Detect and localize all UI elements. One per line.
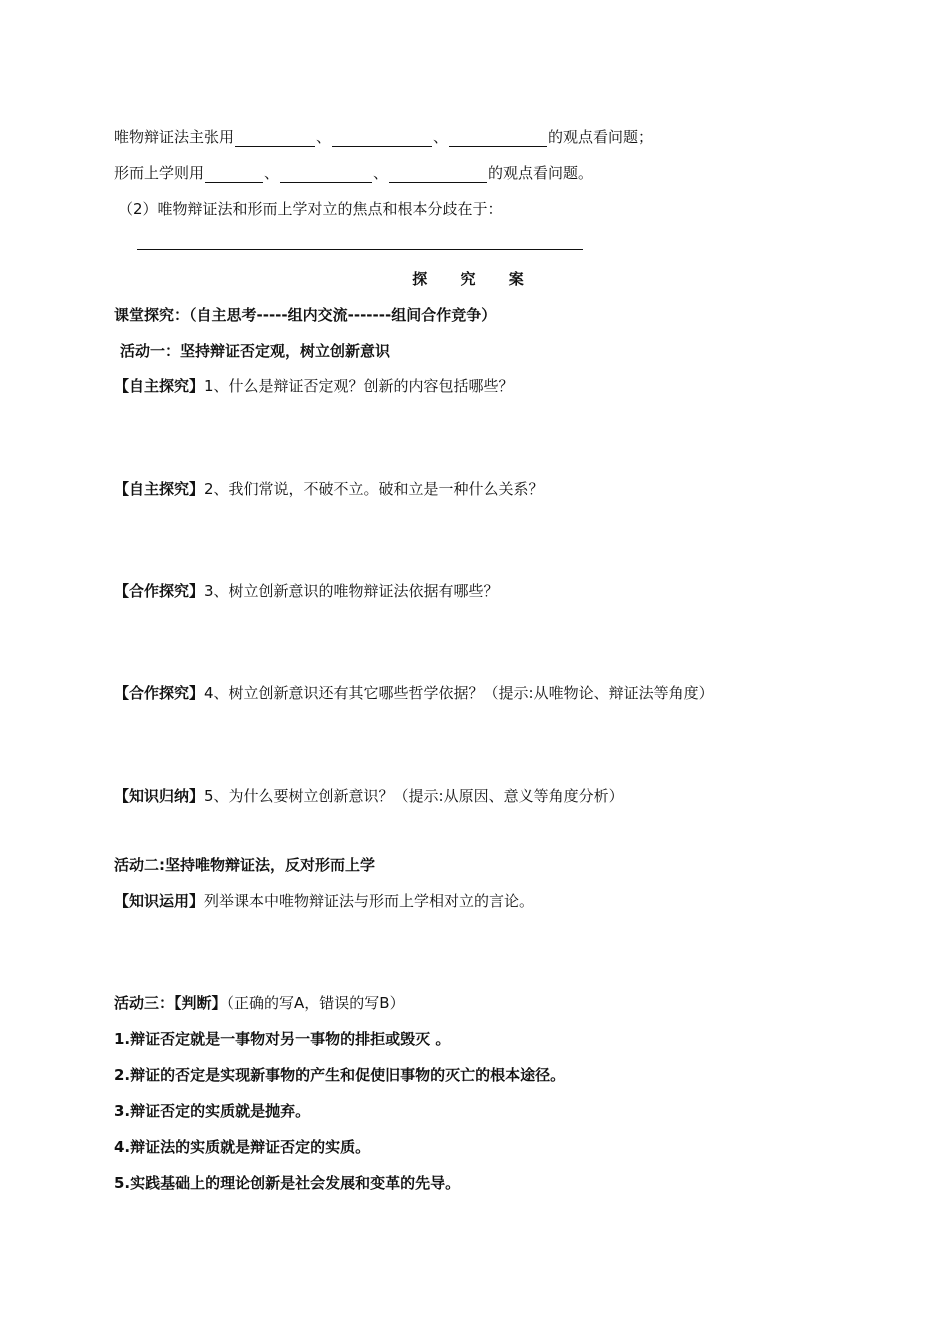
- intro-line2-prefix: 形而上学则用: [114, 164, 205, 182]
- item-text: 列举课本中唯物辩证法与形而上学相对立的言论。: [204, 892, 535, 910]
- answer-blank[interactable]: [332, 130, 432, 147]
- item-tag: 【知识归纳】: [114, 787, 205, 805]
- item-tag: 【合作探究】: [114, 684, 205, 702]
- judgment-item-5: 5.实践基础上的理论创新是社会发展和变革的先导。: [114, 1174, 461, 1192]
- judgment-item-1: 1.辩证否定就是一事物对另一事物的排拒或毁灭 。: [114, 1030, 451, 1048]
- judgment-item-3: 3.辩证否定的实质就是抛弃。: [114, 1102, 311, 1120]
- activity1-item-5: [114, 786, 624, 806]
- intro-line2-suffix: 的观点看问题。: [488, 164, 594, 182]
- question-2: （2）唯物辩证法和形而上学对立的焦点和根本分歧在于：: [118, 200, 503, 218]
- answer-blank[interactable]: [449, 130, 547, 147]
- item-tag: 【自主探究】: [114, 377, 205, 395]
- activity2-title: 活动二:坚持唯物辩证法，反对形而上学: [114, 856, 376, 874]
- item-tag: 【自主探究】: [114, 480, 205, 498]
- intro-line-2: [114, 163, 593, 183]
- activity3-title-prefix: 活动三：【判断】: [114, 994, 227, 1012]
- activity2-item: [114, 891, 534, 911]
- item-text: 4、树立创新意识还有其它哪些哲学依据？（提示:从唯物论、辩证法等角度）: [204, 684, 714, 702]
- section-title: 探 究 案: [412, 270, 538, 288]
- answer-blank[interactable]: [280, 166, 372, 183]
- answer-line[interactable]: [137, 249, 583, 250]
- item-text: 5、为什么要树立创新意识？（提示:从原因、意义等角度分析）: [204, 787, 624, 805]
- item-text: 2、我们常说，不破不立。破和立是一种什么关系？: [204, 480, 544, 498]
- separator: 、: [316, 128, 332, 146]
- answer-blank[interactable]: [205, 166, 263, 183]
- separator: 、: [373, 164, 389, 182]
- item-text: 3、树立创新意识的唯物辩证法依据有哪些？: [204, 582, 499, 600]
- activity1-item-3: [114, 581, 499, 601]
- judgment-item-4: 4.辩证法的实质就是辩证否定的实质。: [114, 1138, 371, 1156]
- activity1-item-2: [114, 479, 544, 499]
- activity1-title: 活动一：坚持辩证否定观，树立创新意识: [120, 342, 391, 360]
- separator: 、: [264, 164, 280, 182]
- intro-line1-prefix: 唯物辩证法主张用: [114, 128, 235, 146]
- item-tag: 【合作探究】: [114, 582, 205, 600]
- answer-blank[interactable]: [235, 130, 315, 147]
- item-text: 1、什么是辩证否定观？创新的内容包括哪些？: [204, 377, 514, 395]
- classroom-heading: 课堂探究：（自主思考-----组内交流-------组间合作竞争）: [114, 306, 497, 324]
- answer-blank[interactable]: [389, 166, 487, 183]
- activity1-item-1: [114, 376, 514, 396]
- item-tag: 【知识运用】: [114, 892, 205, 910]
- judgment-item-2: 2.辩证的否定是实现新事物的产生和促使旧事物的灭亡的根本途径。: [114, 1066, 566, 1084]
- activity3-title: [114, 993, 405, 1013]
- activity3-title-suffix: （正确的写A，错误的写B）: [226, 994, 405, 1012]
- activity1-item-4: [114, 683, 714, 703]
- intro-line1-suffix: 的观点看问题；: [548, 128, 654, 146]
- separator: 、: [433, 128, 449, 146]
- intro-line-1: [114, 127, 653, 147]
